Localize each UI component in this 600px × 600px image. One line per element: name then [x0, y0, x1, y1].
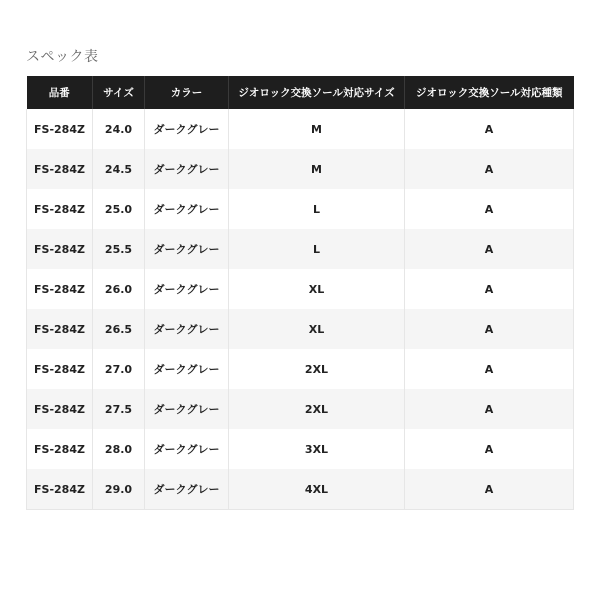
cell-sole-size: 2XL [229, 389, 405, 429]
cell-color: ダークグレー [145, 189, 229, 229]
page-title: スペック表 [26, 49, 99, 65]
table-row [27, 189, 574, 229]
cell-sole-size: 3XL [229, 429, 405, 469]
cell-sole-type: A [405, 109, 574, 149]
cell-size: 27.5 [93, 389, 145, 429]
cell-sole-size: L [229, 189, 405, 229]
spec-table [26, 76, 574, 510]
cell-sole-size: 2XL [229, 349, 405, 389]
cell-sole-size: M [229, 109, 405, 149]
header-cell-part-number: 品番 [27, 76, 93, 109]
cell-sole-size: 4XL [229, 469, 405, 510]
header-cell-size: サイズ [93, 76, 145, 109]
cell-color: ダークグレー [145, 149, 229, 189]
cell-color: ダークグレー [145, 349, 229, 389]
cell-size: 24.5 [93, 149, 145, 189]
spec-table-header [27, 76, 574, 109]
cell-size: 29.0 [93, 469, 145, 510]
cell-sole-type: A [405, 469, 574, 510]
cell-size: 27.0 [93, 349, 145, 389]
cell-size: 24.0 [93, 109, 145, 149]
cell-sole-type: A [405, 429, 574, 469]
table-row [27, 429, 574, 469]
cell-part-number: FS-284Z [27, 109, 93, 149]
table-row [27, 469, 574, 510]
cell-part-number: FS-284Z [27, 349, 93, 389]
cell-part-number: FS-284Z [27, 149, 93, 189]
spec-table-body [27, 109, 574, 510]
cell-part-number: FS-284Z [27, 269, 93, 309]
cell-sole-type: A [405, 309, 574, 349]
cell-sole-size: M [229, 149, 405, 189]
cell-sole-type: A [405, 189, 574, 229]
cell-sole-type: A [405, 389, 574, 429]
cell-color: ダークグレー [145, 429, 229, 469]
cell-sole-size: L [229, 229, 405, 269]
cell-color: ダークグレー [145, 469, 229, 510]
cell-part-number: FS-284Z [27, 429, 93, 469]
cell-part-number: FS-284Z [27, 389, 93, 429]
table-row [27, 269, 574, 309]
cell-sole-type: A [405, 149, 574, 189]
cell-part-number: FS-284Z [27, 189, 93, 229]
table-row [27, 229, 574, 269]
cell-size: 25.5 [93, 229, 145, 269]
cell-size: 28.0 [93, 429, 145, 469]
cell-sole-size: XL [229, 269, 405, 309]
cell-size: 26.5 [93, 309, 145, 349]
cell-sole-size: XL [229, 309, 405, 349]
cell-sole-type: A [405, 229, 574, 269]
header-cell-color: カラー [145, 76, 229, 109]
cell-size: 26.0 [93, 269, 145, 309]
cell-sole-type: A [405, 269, 574, 309]
header-cell-sole-type: ジオロック交換ソール対応種類 [405, 76, 574, 109]
cell-color: ダークグレー [145, 389, 229, 429]
cell-color: ダークグレー [145, 109, 229, 149]
table-row [27, 309, 574, 349]
table-row [27, 349, 574, 389]
header-row [27, 76, 574, 109]
cell-part-number: FS-284Z [27, 229, 93, 269]
cell-part-number: FS-284Z [27, 469, 93, 510]
cell-color: ダークグレー [145, 309, 229, 349]
cell-part-number: FS-284Z [27, 309, 93, 349]
cell-color: ダークグレー [145, 269, 229, 309]
cell-color: ダークグレー [145, 229, 229, 269]
header-cell-sole-size: ジオロック交換ソール対応サイズ [229, 76, 405, 109]
cell-sole-type: A [405, 349, 574, 389]
table-row [27, 149, 574, 189]
cell-size: 25.0 [93, 189, 145, 229]
table-row [27, 109, 574, 149]
table-row [27, 389, 574, 429]
